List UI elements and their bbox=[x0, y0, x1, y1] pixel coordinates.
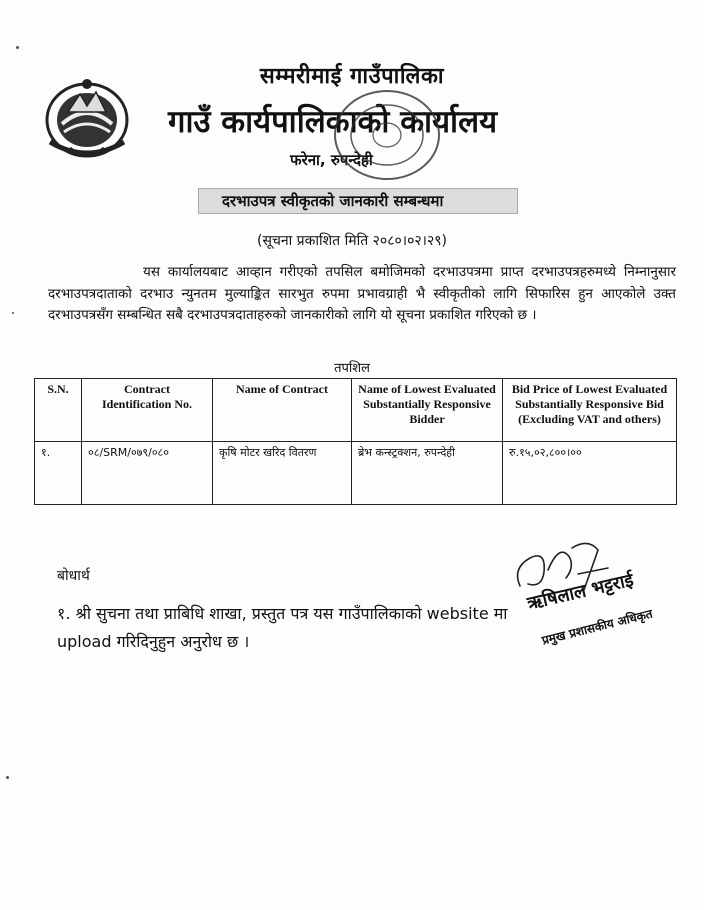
cell-bid-price: रु.१५,०२,८००।०० bbox=[503, 442, 677, 505]
scan-speck bbox=[16, 46, 19, 49]
header-sn: S.N. bbox=[35, 379, 82, 442]
table-row bbox=[35, 442, 677, 505]
scan-speck bbox=[12, 312, 14, 314]
table-title: तपशिल bbox=[334, 361, 370, 376]
cell-bidder: ब्रेभ कन्स्ट्रक्शन, रुपन्देही bbox=[352, 442, 503, 505]
header-bid-price: Bid Price of Lowest Evaluated Substantially Responsive Bid (Excluding VAT and others) bbox=[503, 379, 677, 442]
cc-note: १. श्री सुचना तथा प्राबिधि शाखा, प्रस्तुत पत्र यस गाउँपालिकाको website मा upload गरिदिनुहुन अनुरोध छ । bbox=[57, 604, 508, 651]
cell-contract-name: कृषि मोटर खरिद वितरण bbox=[213, 442, 352, 505]
header-contract-id: Contract Identification No. bbox=[82, 379, 213, 442]
signatory-designation: प्रमुख प्रशासकीय अधिकृत bbox=[540, 606, 654, 648]
bid-table bbox=[34, 378, 677, 505]
notice-date: (सूचना प्रकाशित मिति २०८०।०२।२९) bbox=[257, 233, 447, 249]
office-name: सम्मरीमाई गाउँपालिका bbox=[259, 64, 445, 89]
office-title: गाउँ कार्यपालिकाको कार्यालय bbox=[168, 104, 498, 140]
signatory-name: ऋषिलाल भट्टराई bbox=[525, 569, 636, 615]
scan-speck bbox=[6, 776, 9, 779]
bodharth-heading: बोधार्थ bbox=[57, 568, 90, 584]
cell-contract-id: ०८/SRM/०७९/०८० bbox=[82, 442, 213, 505]
body-paragraph: यस कार्यालयबाट आव्हान गरीएको तपसिल बमोजिमको दरभाउपत्रमा प्राप्त दरभाउपत्रहरुमध्ये निम्नानुसार दरभाउपत्रदाताको दरभाउ न्युनतम मुल्याङ्कित सारभुत रुपमा प्रभावग्राही भै स्वीकृतीको लागि सिफारिस हुन आएकोले उक्त दरभाउपत्रसँग सम्बन्धित सबै दरभाउपत्रदाताहरुको जानकारीको लागि यो सूचना प्रकाशित गरिएको छ । bbox=[48, 264, 676, 323]
table-header-row bbox=[35, 379, 677, 442]
office-address: फरेना, रुपन्देही bbox=[290, 151, 373, 169]
header-contract-name: Name of Contract bbox=[213, 379, 352, 442]
cell-sn: १. bbox=[35, 442, 82, 505]
notice-subject: दरभाउपत्र स्वीकृतको जानकारी सम्बन्धमा bbox=[222, 192, 444, 210]
header-lowest-bidder: Name of Lowest Evaluated Substantially Responsive Bidder bbox=[352, 379, 503, 442]
round-office-stamp-icon bbox=[330, 85, 445, 185]
